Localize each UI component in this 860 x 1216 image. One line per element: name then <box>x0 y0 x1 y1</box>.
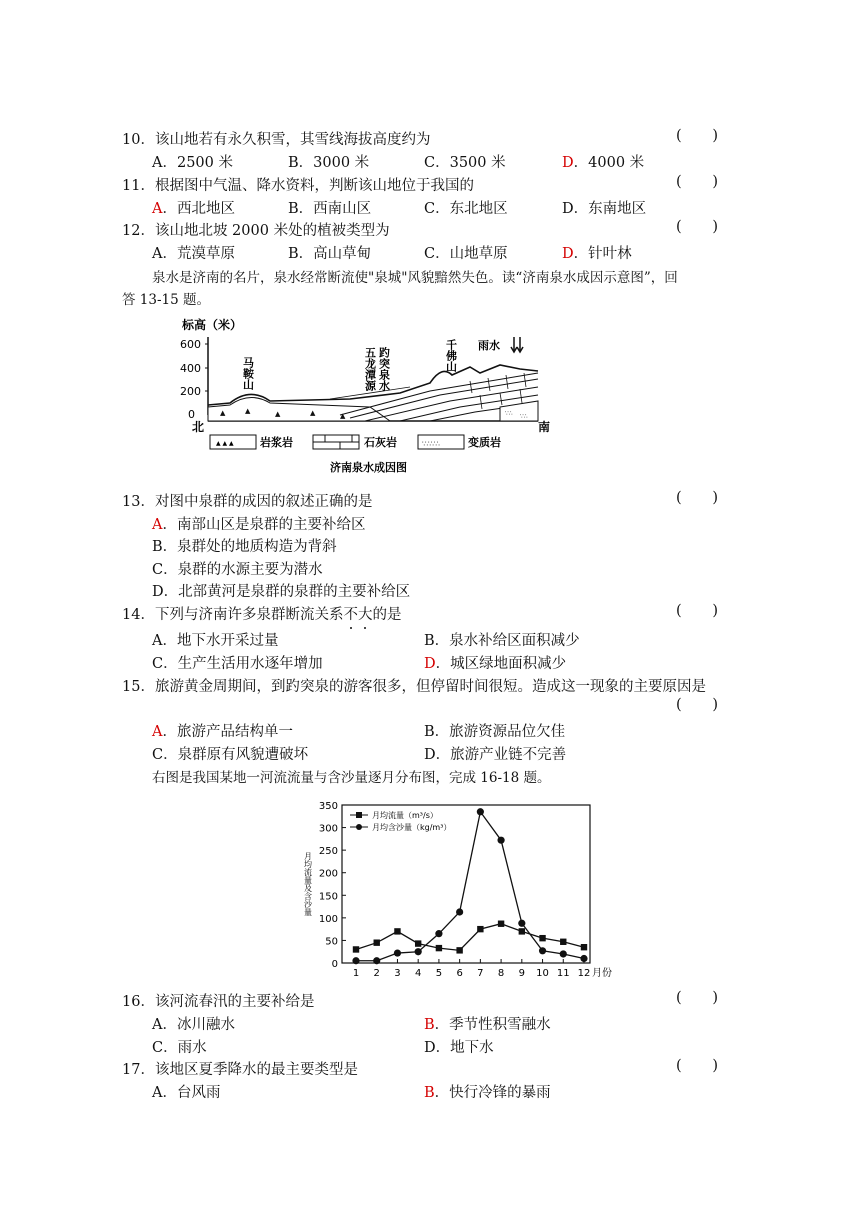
flow-point <box>539 935 545 941</box>
q13-option-b[interactable]: B．泉群处的地质构造为背斜 <box>152 539 337 555</box>
sediment-point <box>352 957 359 964</box>
rain-arrows-icon <box>511 337 523 352</box>
q16-option-b[interactable]: B．季节性积雪融水 <box>424 1017 551 1033</box>
series-line-2 <box>356 812 584 961</box>
q10-stem: 10．该山地若有永久积雪，其雪线海拔高度约为 <box>122 132 431 148</box>
sediment-point <box>394 949 401 956</box>
q12-option-d[interactable]: D．针叶林 <box>562 246 632 262</box>
q10-option-a[interactable]: A．2500 米 <box>152 155 233 171</box>
x-tick-label: 5 <box>435 968 443 979</box>
legend-metamorphic-label: 变质岩 <box>468 436 501 449</box>
fig1-label-baotu: 趵突泉水 <box>377 347 391 391</box>
q10-option-d[interactable]: D．4000 米 <box>562 155 645 171</box>
q12-option-a[interactable]: A．荒漠草原 <box>152 246 235 262</box>
legend-circle-marker <box>356 824 362 830</box>
svg-text:∵∴: ∵∴ <box>520 413 528 420</box>
fig1-ytick: 400 <box>180 362 201 375</box>
flow-point <box>560 939 566 945</box>
q14-answer-blank <box>676 603 718 619</box>
q16-option-c[interactable]: C．雨水 <box>152 1040 207 1056</box>
fig1-label-rain: 雨水 <box>478 339 500 352</box>
x-tick-label: 11 <box>556 968 570 979</box>
flow-point <box>581 944 587 950</box>
svg-text:▲: ▲ <box>340 412 346 420</box>
q13-stem: 13．对图中泉群的成因的叙述正确的是 <box>122 494 373 510</box>
x-tick-label: 12 <box>577 968 591 979</box>
q11-option-a[interactable]: A．西北地区 <box>152 201 235 217</box>
emphasis-dots: 不 大 <box>343 607 372 623</box>
emphasis-dot <box>350 627 352 629</box>
sediment-point <box>580 955 587 962</box>
sediment-point <box>497 837 504 844</box>
sediment-point <box>539 947 546 954</box>
sediment-point <box>435 930 442 937</box>
q17-answer-blank <box>676 1058 718 1074</box>
x-tick-label: 8 <box>497 968 505 979</box>
q11-option-b[interactable]: B．西南山区 <box>288 201 372 217</box>
x-tick-label: 7 <box>477 968 484 979</box>
q11-answer-blank <box>676 174 718 190</box>
intro-paragraph-1-cont: 答 13-15 题。 <box>122 292 211 308</box>
y-tick-label: 100 <box>318 913 338 925</box>
q11-stem: 11．根据图中气温、降水资料，判断该山地位于我国的 <box>122 178 474 194</box>
x-tick-label: 1 <box>352 968 360 979</box>
fig1-ytick: 0 <box>188 408 195 421</box>
sediment-point <box>518 920 525 927</box>
svg-text:▲: ▲ <box>245 407 251 415</box>
svg-text:▲: ▲ <box>310 409 316 417</box>
flow-point <box>477 926 483 932</box>
fig1-north: 北 <box>192 420 205 434</box>
q12-option-b[interactable]: B．高山草甸 <box>288 246 372 262</box>
flow-point <box>353 946 359 952</box>
q16-answer-blank <box>676 990 718 1006</box>
q15-option-c[interactable]: C．泉群原有风貌遭破坏 <box>152 747 309 763</box>
q12-option-c[interactable]: C．山地草原 <box>424 246 508 262</box>
legend-magma-label: 岩浆岩 <box>260 436 293 449</box>
q13-answer-blank <box>676 490 718 506</box>
flow-point <box>415 940 421 946</box>
svg-text:∵∴: ∵∴ <box>505 410 513 417</box>
q14-option-b[interactable]: B．泉水补给区面积减少 <box>424 633 580 649</box>
sediment-point <box>477 808 484 815</box>
q10-option-c[interactable]: C．3500 米 <box>424 155 506 171</box>
q17-option-b[interactable]: B．快行冷锋的暴雨 <box>424 1085 551 1101</box>
y-tick-label: 50 <box>325 936 338 948</box>
q13-option-d[interactable]: D．北部黄河是泉群的泉群的主要补给区 <box>152 584 411 600</box>
q15-stem: 15．旅游黄金周期间，到趵突泉的游客很多，但停留时间很短。造成这一现象的主要原因是 <box>122 679 706 695</box>
legend-square-marker <box>356 812 362 818</box>
q15-answer-blank <box>676 697 718 713</box>
fig1-south: 南 <box>538 420 551 434</box>
q14-option-c[interactable]: C．生产生活用水逐年增加 <box>152 656 323 672</box>
y-tick-label: 250 <box>318 846 338 858</box>
emphasis-dot <box>364 627 366 629</box>
x-tick-label: 10 <box>536 968 549 979</box>
y-tick-label: 300 <box>318 823 338 835</box>
flow-point <box>456 947 462 953</box>
spring-formation-diagram <box>170 315 560 480</box>
y-tick-label: 350 <box>318 801 338 812</box>
x-tick-label: 2 <box>373 968 380 979</box>
y-tick-label: 200 <box>318 868 338 880</box>
fig1-ytick: 600 <box>180 338 201 351</box>
q11-option-d[interactable]: D．东南地区 <box>562 201 647 217</box>
svg-text:∵∴∵∴: ∵∴∵∴ <box>422 440 440 448</box>
legend-label: 月均含沙量（kg/m³） <box>372 823 452 832</box>
y-tick-label: 150 <box>318 891 338 903</box>
sediment-point <box>560 950 567 957</box>
sediment-point <box>456 908 463 915</box>
intro-paragraph-2: 右图是我国某地一河流流量与含沙量逐月分布图，完成 16-18 题。 <box>152 770 551 786</box>
flow-point <box>519 928 525 934</box>
x-tick-label: 3 <box>394 968 401 979</box>
q10-answer-blank <box>676 128 718 144</box>
fig1-label-maanshan: 马鞍山 <box>241 357 255 390</box>
q14-option-d[interactable]: D．城区绿地面积减少 <box>424 656 567 672</box>
x-tick-label: 4 <box>414 968 422 979</box>
x-tick-label: 6 <box>456 968 463 979</box>
sediment-point <box>415 948 422 955</box>
q15-option-b[interactable]: B．旅游资源品位欠佳 <box>424 724 566 740</box>
svg-text:▲: ▲ <box>220 409 226 417</box>
fig1-ylabel: 标高（米） <box>182 318 243 332</box>
q15-option-a[interactable]: A．旅游产品结构单一 <box>152 724 293 740</box>
q16-option-a[interactable]: A．冰川融水 <box>152 1017 235 1033</box>
q12-stem: 12．该山地北坡 2000 米处的植被类型为 <box>122 223 390 239</box>
svg-text:▲ ▲ ▲: ▲ ▲ ▲ <box>216 440 234 447</box>
svg-text:▲: ▲ <box>275 410 281 418</box>
fig1-label-wulong: 五龙潭源 <box>363 347 377 391</box>
y-tick-label: 0 <box>331 959 338 970</box>
x-unit-label: 月份 <box>592 968 612 979</box>
legend-limestone-label: 石灰岩 <box>364 436 397 449</box>
flow-point <box>374 939 380 945</box>
fig1-label-qianfo: 千佛山 <box>444 339 458 372</box>
q14-option-a[interactable]: A．地下水开采过量 <box>152 633 279 649</box>
sediment-point <box>373 957 380 964</box>
flow-point <box>498 921 504 927</box>
flow-point <box>394 928 400 934</box>
q10-option-b[interactable]: B．3000 米 <box>288 155 370 171</box>
river-discharge-chart <box>298 795 618 990</box>
q13-option-c[interactable]: C．泉群的水源主要为潜水 <box>152 562 323 578</box>
flow-point <box>436 945 442 951</box>
q12-answer-blank <box>676 219 718 235</box>
intro-paragraph-1: 泉水是济南的名片，泉水经常断流使"泉城"风貌黯然失色。读“济南泉水成因示意图”，回 <box>152 270 678 286</box>
y-axis-label: 月均流量及含沙量 <box>303 852 313 916</box>
series-line-1 <box>356 924 584 951</box>
legend-label: 月均流量（m³/s） <box>372 811 438 820</box>
q17-stem: 17．该地区夏季降水的最主要类型是 <box>122 1062 358 1078</box>
fig1-caption: 济南泉水成因图 <box>330 461 407 474</box>
q13-option-a[interactable]: A．南部山区是泉群的主要补给区 <box>152 517 366 533</box>
q15-option-d[interactable]: D．旅游产业链不完善 <box>424 747 567 763</box>
fig1-ytick: 200 <box>180 385 201 398</box>
q16-option-d[interactable]: D．地下水 <box>424 1040 494 1056</box>
x-tick-label: 9 <box>518 968 526 979</box>
q14-stem: 14．下列与济南许多泉群断流关系不 大 的是 <box>122 603 401 624</box>
q17-option-a[interactable]: A．台风雨 <box>152 1085 221 1101</box>
q16-stem: 16．该河流春汛的主要补给是 <box>122 994 315 1010</box>
q11-option-c[interactable]: C．东北地区 <box>424 201 508 217</box>
